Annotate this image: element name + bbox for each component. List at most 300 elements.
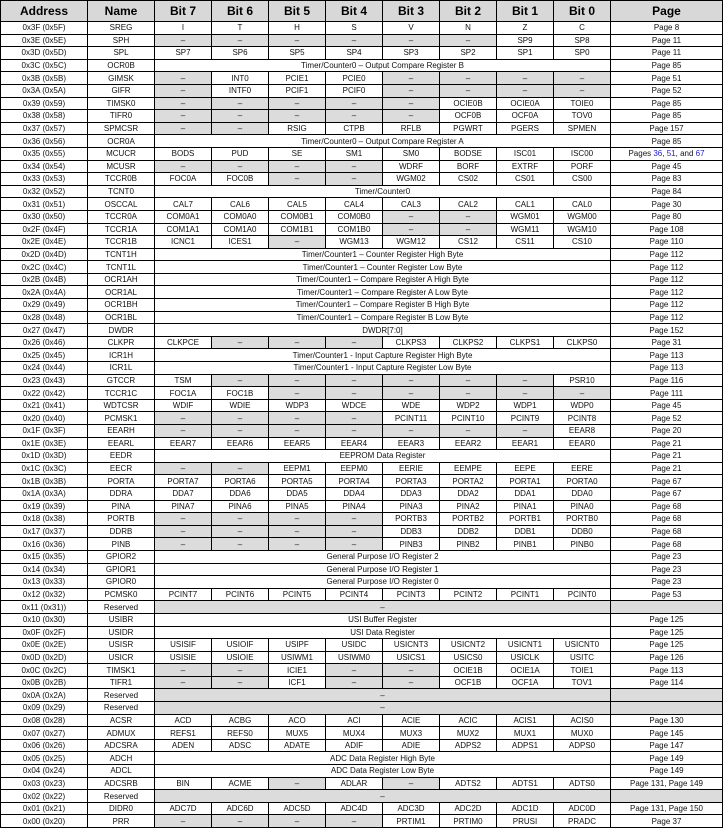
bit-cell: DDA5: [269, 487, 326, 500]
bit-cell: CLKPS0: [554, 336, 611, 349]
bit-cell: OCIE1A: [497, 664, 554, 677]
bit-cell: ADC2D: [440, 802, 497, 815]
bit-cell: PINA6: [212, 500, 269, 513]
bit-cell: ADSC: [212, 739, 269, 752]
bit-cell: –: [269, 336, 326, 349]
col-header-bit0: Bit 0: [554, 1, 611, 22]
register-description: Timer/Counter1 – Compare Register A Low Byte: [155, 286, 611, 299]
bit-cell: ADIF: [326, 739, 383, 752]
bit-cell: –: [269, 815, 326, 828]
bit-cell: COM0B1: [269, 210, 326, 223]
bit-cell: –: [269, 538, 326, 551]
bit-cell: OCF1B: [440, 676, 497, 689]
bit-cell: PORTB0: [554, 513, 611, 526]
register-name: OCR1AH: [88, 273, 155, 286]
page-ref: Page 21: [611, 450, 723, 463]
register-name: OCR1BL: [88, 311, 155, 324]
bit-cell: –: [326, 525, 383, 538]
register-address: 0x14 (0x34): [1, 563, 88, 576]
register-name: PINB: [88, 538, 155, 551]
bit-cell: –: [554, 84, 611, 97]
bit-cell: CAL7: [155, 198, 212, 211]
bit-cell: MUX0: [554, 727, 611, 740]
page-ref: Page 11: [611, 47, 723, 60]
bit-cell: PORTA1: [497, 475, 554, 488]
register-name: TIMSK1: [88, 664, 155, 677]
register-name: OCR1AL: [88, 286, 155, 299]
page-ref: Page 149: [611, 752, 723, 765]
bit-cell: –: [155, 538, 212, 551]
table-row: [1, 475, 723, 488]
register-address: 0x33 (0x53): [1, 173, 88, 186]
register-name: SREG: [88, 22, 155, 35]
bit-cell: –: [155, 513, 212, 526]
bit-cell: –: [554, 72, 611, 85]
bit-cell: CAL1: [497, 198, 554, 211]
register-address: 0x16 (0x36): [1, 538, 88, 551]
table-row: [1, 59, 723, 72]
bit-cell: –: [212, 538, 269, 551]
bit-cell: ACIC: [440, 714, 497, 727]
bit-cell: CAL3: [383, 198, 440, 211]
bit-cell: OCIE0B: [440, 97, 497, 110]
bit-cell: SP2: [440, 47, 497, 60]
bit-cell: –: [212, 462, 269, 475]
table-row: [1, 362, 723, 375]
bit-cell: EEAR7: [155, 437, 212, 450]
bit-cell: T: [212, 22, 269, 35]
bit-cell: MUX3: [383, 727, 440, 740]
table-row: [1, 752, 723, 765]
register-description: General Purpose I/O Register 2: [155, 550, 611, 563]
page-ref: Page 125: [611, 613, 723, 626]
bit-cell: CS12: [440, 236, 497, 249]
register-address: 0x2A (0x4A): [1, 286, 88, 299]
table-row: [1, 198, 723, 211]
page-link[interactable]: 51: [666, 149, 676, 159]
bit-cell: SP4: [326, 47, 383, 60]
bit-cell: EXTRF: [497, 160, 554, 173]
page-ref: Page 68: [611, 513, 723, 526]
register-address: 0x10 (0x30): [1, 613, 88, 626]
bit-cell: ISC00: [554, 147, 611, 160]
bit-cell: –: [326, 513, 383, 526]
bit-cell: PORTB2: [440, 513, 497, 526]
bit-cell: DDB1: [497, 525, 554, 538]
bit-cell: WDIE: [212, 399, 269, 412]
bit-cell: CS11: [497, 236, 554, 249]
bit-cell: MUX4: [326, 727, 383, 740]
page-ref: Page 80: [611, 210, 723, 223]
register-address: 0x3E (0x5E): [1, 34, 88, 47]
table-row: [1, 147, 723, 160]
page-ref: Page 131, Page 149: [611, 777, 723, 790]
page-ref: Page 83: [611, 173, 723, 186]
bit-cell: COM1B0: [326, 223, 383, 236]
bit-cell: SP3: [383, 47, 440, 60]
register-address: 0x05 (0x25): [1, 752, 88, 765]
bit-cell: EEAR2: [440, 437, 497, 450]
bit-cell: –: [383, 676, 440, 689]
table-row: [1, 714, 723, 727]
register-name: TIFR1: [88, 676, 155, 689]
table-row: [1, 765, 723, 778]
register-address: 0x0C (0x2C): [1, 664, 88, 677]
bit-cell: FOC1B: [212, 387, 269, 400]
table-row: [1, 84, 723, 97]
bit-cell: –: [383, 777, 440, 790]
register-address: 0x37 (0x57): [1, 122, 88, 135]
page-ref: Page 37: [611, 815, 723, 828]
col-header-name: Name: [88, 1, 155, 22]
bit-cell: REFS1: [155, 727, 212, 740]
register-address: 0x39 (0x59): [1, 97, 88, 110]
bit-cell: –: [383, 664, 440, 677]
table-row: [1, 286, 723, 299]
page-ref: Page 52: [611, 412, 723, 425]
table-row: [1, 538, 723, 551]
register-name: EECR: [88, 462, 155, 475]
register-address: 0x25 (0x45): [1, 349, 88, 362]
bit-cell: ACI: [326, 714, 383, 727]
bit-cell: CTPB: [326, 122, 383, 135]
bit-cell: SP0: [554, 47, 611, 60]
bit-cell: PINB1: [497, 538, 554, 551]
bit-cell: PINB3: [383, 538, 440, 551]
bit-cell: PINA1: [497, 500, 554, 513]
bit-cell: USICNT2: [440, 639, 497, 652]
bit-cell: –: [269, 412, 326, 425]
page-ref: Page 23: [611, 550, 723, 563]
bit-cell: CAL5: [269, 198, 326, 211]
table-row: [1, 790, 723, 803]
bit-cell: –: [269, 236, 326, 249]
bit-cell: PINB2: [440, 538, 497, 551]
register-name: GPIOR0: [88, 576, 155, 589]
table-row: [1, 412, 723, 425]
bit-cell: –: [554, 387, 611, 400]
table-row: [1, 34, 723, 47]
bit-cell: PORTA3: [383, 475, 440, 488]
register-name: ADCH: [88, 752, 155, 765]
bit-cell: WGM01: [497, 210, 554, 223]
table-row: [1, 248, 723, 261]
table-row: [1, 450, 723, 463]
bit-cell: ISC01: [497, 147, 554, 160]
col-header-bit7: Bit 7: [155, 1, 212, 22]
register-address: 0x1B (0x3B): [1, 475, 88, 488]
table-row: [1, 437, 723, 450]
bit-cell: USIOIE: [212, 651, 269, 664]
bit-cell: MUX5: [269, 727, 326, 740]
bit-cell: DDB3: [383, 525, 440, 538]
bit-cell: –: [326, 97, 383, 110]
bit-cell: DDA0: [554, 487, 611, 500]
register-address: 0x36 (0x56): [1, 135, 88, 148]
table-row: [1, 110, 723, 123]
bit-cell: ADPS2: [440, 739, 497, 752]
table-row: [1, 273, 723, 286]
bit-cell: ADC5D: [269, 802, 326, 815]
table-row: [1, 550, 723, 563]
bit-cell: PCINT1: [497, 588, 554, 601]
page-ref: Page 67: [611, 475, 723, 488]
page-ref: Page 11: [611, 34, 723, 47]
bit-cell: ADTS2: [440, 777, 497, 790]
bit-cell: CLKPS3: [383, 336, 440, 349]
register-name: EEARL: [88, 437, 155, 450]
register-name: ADCL: [88, 765, 155, 778]
register-name: OCR0B: [88, 59, 155, 72]
register-name: USIDR: [88, 626, 155, 639]
bit-cell: PORTA6: [212, 475, 269, 488]
bit-cell: –: [326, 110, 383, 123]
register-name: PORTA: [88, 475, 155, 488]
bit-cell: –: [269, 513, 326, 526]
bit-cell: –: [497, 374, 554, 387]
register-address: 0x3D (0x5D): [1, 47, 88, 60]
bit-cell: PCINT3: [383, 588, 440, 601]
register-address: 0x3B (0x5B): [1, 72, 88, 85]
register-description: Timer/Counter1 – Compare Register B High Byte: [155, 299, 611, 312]
register-address: 0x1D (0x3D): [1, 450, 88, 463]
page-ref: Page 125: [611, 626, 723, 639]
col-header-page: Page: [611, 1, 723, 22]
bit-cell: –: [212, 513, 269, 526]
register-address: 0x19 (0x39): [1, 500, 88, 513]
bit-cell: TOIE0: [554, 97, 611, 110]
page-ref: Page 108: [611, 223, 723, 236]
bit-cell: ACIS1: [497, 714, 554, 727]
bit-cell: CLKPCE: [155, 336, 212, 349]
page-ref: Page 8: [611, 22, 723, 35]
bit-cell: –: [383, 223, 440, 236]
bit-cell: PORTA2: [440, 475, 497, 488]
bit-cell: –: [155, 676, 212, 689]
register-description: Timer/Counter0 – Output Compare Register B: [155, 59, 611, 72]
bit-cell: –: [383, 110, 440, 123]
bit-cell: –: [212, 664, 269, 677]
table-row: [1, 651, 723, 664]
bit-cell: ADATE: [269, 739, 326, 752]
page-ref: Page 51: [611, 72, 723, 85]
bit-cell: EEPE: [497, 462, 554, 475]
register-description: General Purpose I/O Register 0: [155, 576, 611, 589]
register-address: 0x0F (0x2F): [1, 626, 88, 639]
page-link[interactable]: 36: [653, 149, 663, 159]
bit-cell: –: [155, 425, 212, 438]
page-ref: Page 21: [611, 462, 723, 475]
bit-cell: –: [440, 425, 497, 438]
table-row: [1, 777, 723, 790]
register-name: Reserved: [88, 790, 155, 803]
bit-cell: I: [155, 22, 212, 35]
page-ref: Page 131, Page 150: [611, 802, 723, 815]
bit-cell: ADC7D: [155, 802, 212, 815]
bit-cell: WDCE: [326, 399, 383, 412]
bit-cell: –: [440, 223, 497, 236]
bit-cell: –: [326, 664, 383, 677]
register-description: DWDR[7:0]: [155, 324, 611, 337]
bit-cell: SPMEN: [554, 122, 611, 135]
bit-cell: –: [383, 374, 440, 387]
bit-cell: USIDC: [326, 639, 383, 652]
bit-cell: INT0: [212, 72, 269, 85]
bit-cell: –: [440, 210, 497, 223]
bit-cell: EEAR6: [212, 437, 269, 450]
register-name: PRR: [88, 815, 155, 828]
register-name: USISR: [88, 639, 155, 652]
bit-cell: OCIE0A: [497, 97, 554, 110]
bit-cell: ADTS1: [497, 777, 554, 790]
bit-cell: EEAR1: [497, 437, 554, 450]
bit-cell: –: [326, 387, 383, 400]
bit-cell: DDA1: [497, 487, 554, 500]
page-ref: Page 23: [611, 576, 723, 589]
bit-cell: –: [497, 387, 554, 400]
table-row: [1, 739, 723, 752]
page-ref: Page 84: [611, 185, 723, 198]
bit-cell: PCINT8: [554, 412, 611, 425]
bit-cell: OCIE1B: [440, 664, 497, 677]
bit-cell: –: [440, 34, 497, 47]
bit-cell: PORTB1: [497, 513, 554, 526]
bit-cell: –: [269, 34, 326, 47]
bit-cell: PCIE1: [269, 72, 326, 85]
page-ref: Page 113: [611, 664, 723, 677]
bit-cell: DDA4: [326, 487, 383, 500]
bit-cell: PUD: [212, 147, 269, 160]
page-ref: Page 85: [611, 110, 723, 123]
bit-cell: –: [326, 374, 383, 387]
table-row: [1, 500, 723, 513]
register-address: 0x30 (0x50): [1, 210, 88, 223]
col-header-bit6: Bit 6: [212, 1, 269, 22]
table-row: [1, 613, 723, 626]
bit-cell: USICNT0: [554, 639, 611, 652]
register-name: SPMCSR: [88, 122, 155, 135]
register-address: 0x22 (0x42): [1, 387, 88, 400]
bit-cell: –: [497, 84, 554, 97]
col-header-bit3: Bit 3: [383, 1, 440, 22]
register-description: EEPROM Data Register: [155, 450, 611, 463]
register-address: 0x13 (0x33): [1, 576, 88, 589]
bit-cell: WGM10: [554, 223, 611, 236]
register-description: Timer/Counter1 – Compare Register B Low Byte: [155, 311, 611, 324]
table-row: [1, 223, 723, 236]
register-address: 0x1F (0x3F): [1, 425, 88, 438]
register-name: TIFR0: [88, 110, 155, 123]
bit-cell: EEAR0: [554, 437, 611, 450]
register-name: Reserved: [88, 689, 155, 702]
bit-cell: PINA7: [155, 500, 212, 513]
table-row: [1, 22, 723, 35]
bit-cell: USICLK: [497, 651, 554, 664]
bit-cell: PCINT11: [383, 412, 440, 425]
table-row: [1, 525, 723, 538]
bit-cell: COM0B0: [326, 210, 383, 223]
bit-cell: WGM00: [554, 210, 611, 223]
page-ref: Page 85: [611, 97, 723, 110]
bit-cell: DDB0: [554, 525, 611, 538]
bit-cell: USIPF: [269, 639, 326, 652]
table-row: [1, 588, 723, 601]
bit-cell: PCIF1: [269, 84, 326, 97]
page-ref: Page 125: [611, 639, 723, 652]
bit-cell: ADEN: [155, 739, 212, 752]
table-row: [1, 374, 723, 387]
bit-cell: SE: [269, 147, 326, 160]
register-address: 0x18 (0x38): [1, 513, 88, 526]
register-address: 0x06 (0x26): [1, 739, 88, 752]
register-rows: [1, 22, 723, 828]
table-row: [1, 815, 723, 828]
register-address: 0x00 (0x20): [1, 815, 88, 828]
page-ref: Page 31: [611, 336, 723, 349]
bit-cell: ADC1D: [497, 802, 554, 815]
bit-cell: TOV1: [554, 676, 611, 689]
page-ref: Page 68: [611, 525, 723, 538]
bit-cell: TOV0: [554, 110, 611, 123]
bit-cell: –: [212, 97, 269, 110]
register-name: ICR1L: [88, 362, 155, 375]
bit-cell: FOC1A: [155, 387, 212, 400]
page-link[interactable]: 67: [695, 149, 705, 159]
register-address: 0x11 (0x31)): [1, 601, 88, 614]
table-row: [1, 97, 723, 110]
bit-cell: –: [212, 676, 269, 689]
bit-cell: PINA2: [440, 500, 497, 513]
bit-cell: BODS: [155, 147, 212, 160]
page-ref: Page 85: [611, 135, 723, 148]
bit-cell: OCF0A: [497, 110, 554, 123]
page-ref: Page 68: [611, 538, 723, 551]
bit-cell: WGM13: [326, 236, 383, 249]
bit-cell: –: [212, 110, 269, 123]
bit-cell: –: [326, 336, 383, 349]
register-name: DIDR0: [88, 802, 155, 815]
bit-cell: –: [212, 34, 269, 47]
register-description: –: [155, 601, 611, 614]
register-description: USI Data Register: [155, 626, 611, 639]
bit-cell: PINA5: [269, 500, 326, 513]
bit-cell: USISIF: [155, 639, 212, 652]
col-header-address: Address: [1, 1, 88, 22]
bit-cell: PORTA4: [326, 475, 383, 488]
register-description: Timer/Counter0: [155, 185, 611, 198]
register-name: Reserved: [88, 601, 155, 614]
bit-cell: ACD: [155, 714, 212, 727]
bit-cell: WDIF: [155, 399, 212, 412]
register-description: General Purpose I/O Register 1: [155, 563, 611, 576]
bit-cell: –: [269, 97, 326, 110]
page-ref: Page 85: [611, 59, 723, 72]
bit-cell: –: [155, 110, 212, 123]
register-address: 0x24 (0x44): [1, 362, 88, 375]
table-row: [1, 299, 723, 312]
table-row: [1, 261, 723, 274]
register-name: Reserved: [88, 702, 155, 715]
register-description: –: [155, 689, 611, 702]
bit-cell: –: [212, 160, 269, 173]
page-ref: Page 114: [611, 676, 723, 689]
register-address: 0x28 (0x48): [1, 311, 88, 324]
bit-cell: WGM12: [383, 236, 440, 249]
bit-cell: RSIG: [269, 122, 326, 135]
bit-cell: –: [269, 525, 326, 538]
bit-cell: –: [269, 110, 326, 123]
bit-cell: EEMPE: [440, 462, 497, 475]
